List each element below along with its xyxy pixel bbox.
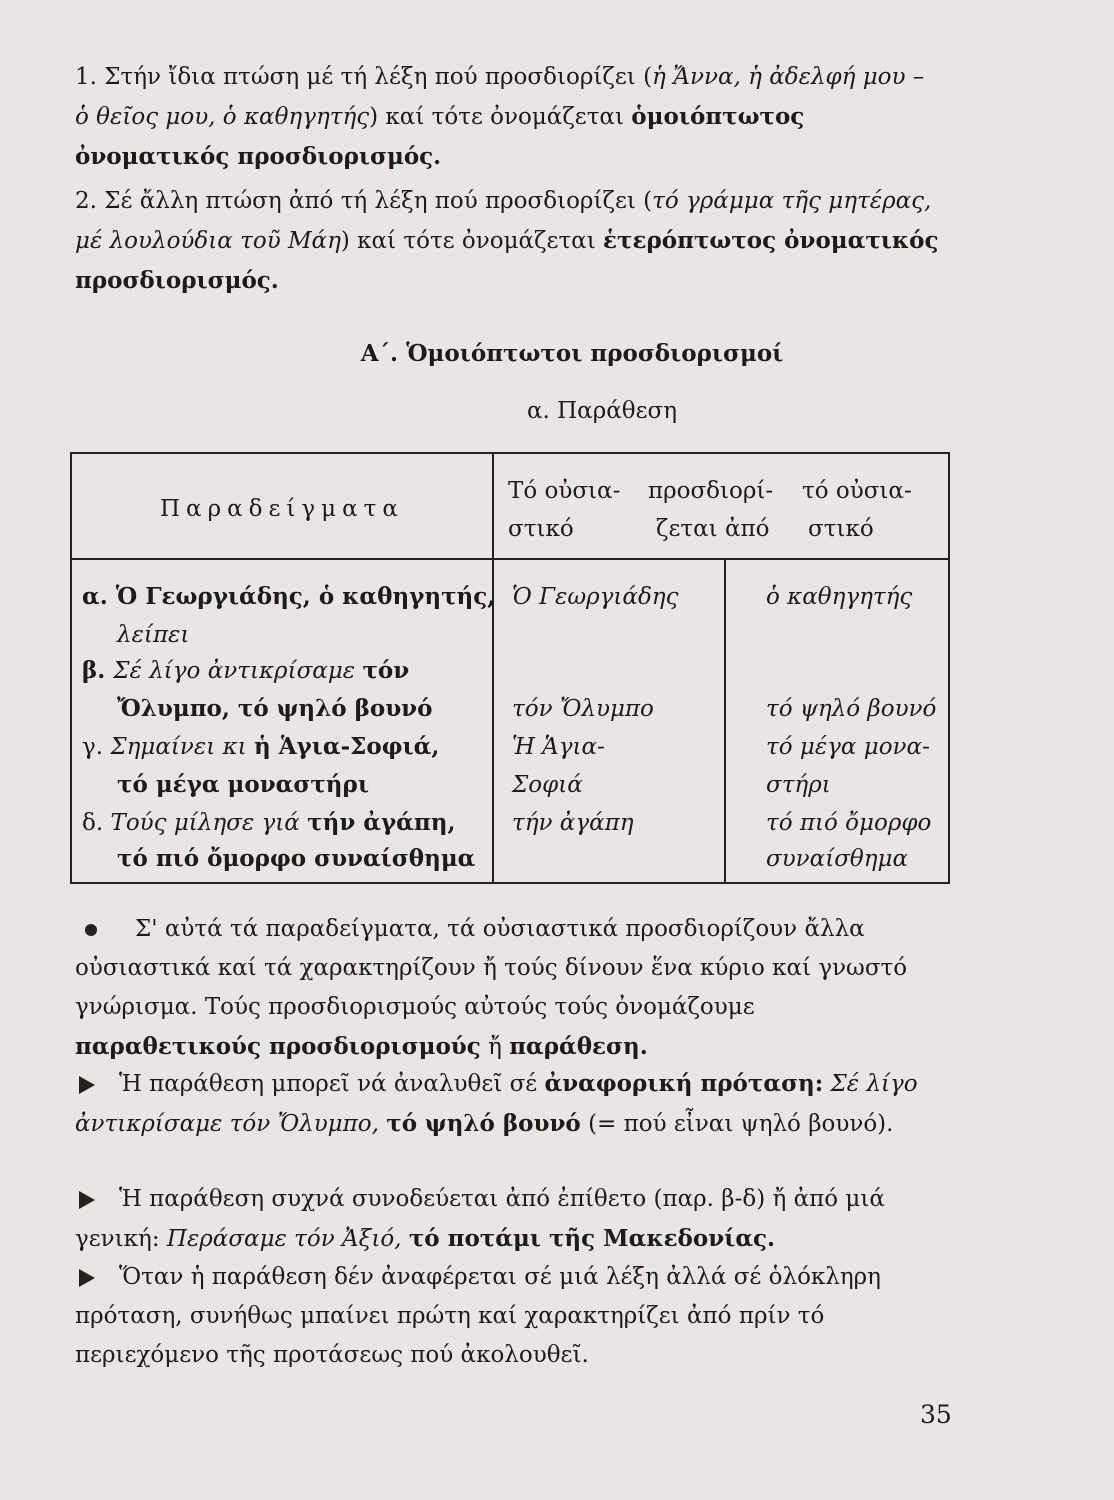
header-examples: Παραδείγματα [160, 496, 404, 522]
example-d-line1: δ. Τούς μίλησε γιά τήν ἀγάπη, [82, 809, 456, 836]
page-number: 35 [920, 1400, 952, 1429]
table-header-divider [72, 558, 948, 560]
example-c-line2: τό μέγα μοναστήρι [117, 771, 369, 798]
example-a-line2: λείπει [117, 622, 190, 648]
noun-c-line1: Ἡ Ἁγια- [512, 734, 605, 760]
noun-b: τόν Ὄλυμπο [512, 696, 654, 722]
note-1: Σ' αὐτά τά παραδείγματα, τά οὐσιαστικά προσδιορίζουν ἄλλα οὐσιαστικά καί τά χαρακτηρίζουν ἤ τούς δίνουν ἕνα κύριο καί γνωστό γνώρισμα. Τούς προσδιορισμούς αὐτούς τούς ὀνομάζουμε παραθετικούς προσδιορισμούς ἤ παράθεση. [75, 916, 908, 1060]
noun-d: τήν ἀγάπη [512, 810, 634, 836]
paragraph-1-examples: ἡ Ἄννα, ἡ ἀδελφή μου – ὁ θεῖος μου, ὁ καθηγητής [75, 64, 925, 130]
appositive-d-line1: τό πιό ὄμορφο [766, 810, 932, 836]
appositive-b: τό ψηλό βουνό [766, 696, 937, 722]
triangle-marker-icon [79, 1191, 95, 1209]
appositive-c-line1: τό μέγα μονα- [766, 734, 930, 760]
appositive-d-line2: συναίσθημα [766, 846, 909, 872]
noun-a: Ὁ Γεωργιάδης [512, 584, 679, 610]
term-homoioptotos: ὁμοιόπτωτος ὀνοματικός προσδιορισμός. [75, 103, 805, 170]
note-3: Ἡ παράθεση συχνά συνοδεύεται ἀπό ἐπίθετο (παρ. β-δ) ἤ ἀπό μιά γενική: Περάσαμε τόν Ἀξιό, τό ποτάμι τῆς Μακεδονίας. [75, 1186, 885, 1252]
triangle-marker-icon [79, 1269, 95, 1287]
subsection-title: α. Παράθεση [526, 398, 678, 424]
note-2: Ἡ παράθεση μπορεῖ νά ἀναλυθεῖ σέ ἀναφορική πρόταση: Σέ λίγο ἀντικρίσαμε τόν Ὄλυμπο, τό ψηλό βουνό (= πού εἶναι ψηλό βουνό). [75, 1070, 918, 1137]
apposition-table [70, 452, 950, 884]
example-a-line1: α. Ὁ Γεωργιάδης, ὁ καθηγητής, [82, 583, 496, 610]
paragraph-2-examples: τό γράμμα τῆς μητέρας, μέ λουλούδια τοῦ Μάη [75, 188, 932, 254]
bullet-icon [85, 924, 97, 936]
table-divider-2 [724, 558, 726, 882]
example-b-line2: Ὄλυμπο, τό ψηλό βουνό [117, 695, 433, 722]
triangle-marker-icon [79, 1076, 95, 1094]
example-b-line1: β. Σέ λίγο ἀντικρίσαμε τόν [82, 657, 410, 684]
header-noun-2: τό οὐσια- στικό [802, 478, 912, 542]
paragraph-2: 2. Σέ ἄλλη πτώση ἀπό τή λέξη πού προσδιορίζει (τό γράμμα τῆς μητέρας, μέ λουλούδια τοῦ Μάη) καί τότε ὀνομάζεται ἑτερόπτωτος ὀνοματικός προσδιορισμός. [75, 188, 939, 294]
term-heteroptotos: ἑτερόπτωτος ὀνοματικός προσδιορισμός. [75, 227, 939, 294]
example-d-line2: τό πιό ὄμορφο συναίσθημα [117, 845, 476, 872]
appositive-c-line2: στήρι [766, 772, 831, 798]
appositive-a: ὁ καθηγητής [766, 584, 913, 610]
header-qualified-by: προσδιορί- ζεται ἀπό [648, 478, 774, 542]
note-4: Ὅταν ἡ παράθεση δέν ἀναφέρεται σέ μιά λέξη ἀλλά σέ ὁλόκληρη πρόταση, συνήθως μπαίνει πρώτη καί χαρακτηρίζει ἀπό πρίν τό περιεχόμενο τῆς προτάσεως πού ἀκολουθεῖ. [75, 1264, 881, 1368]
section-title: Α΄. Ὁμοιόπτωτοι προσδιορισμοί [360, 340, 784, 367]
table-divider-1 [492, 454, 494, 882]
noun-c-line2: Σοφιά [512, 772, 583, 798]
example-c-line1: γ. Σημαίνει κι ἡ Ἁγια-Σοφιά, [82, 733, 440, 760]
header-noun-1: Τό οὐσια- στικό [508, 478, 621, 542]
paragraph-1: 1. Στήν ἴδια πτώση μέ τή λέξη πού προσδιορίζει (ἡ Ἄννα, ἡ ἀδελφή μου – ὁ θεῖος μου, ὁ καθηγητής) καί τότε ὀνομάζεται ὁμοιόπτωτος ὀνοματικός προσδιορισμός. [75, 64, 925, 170]
